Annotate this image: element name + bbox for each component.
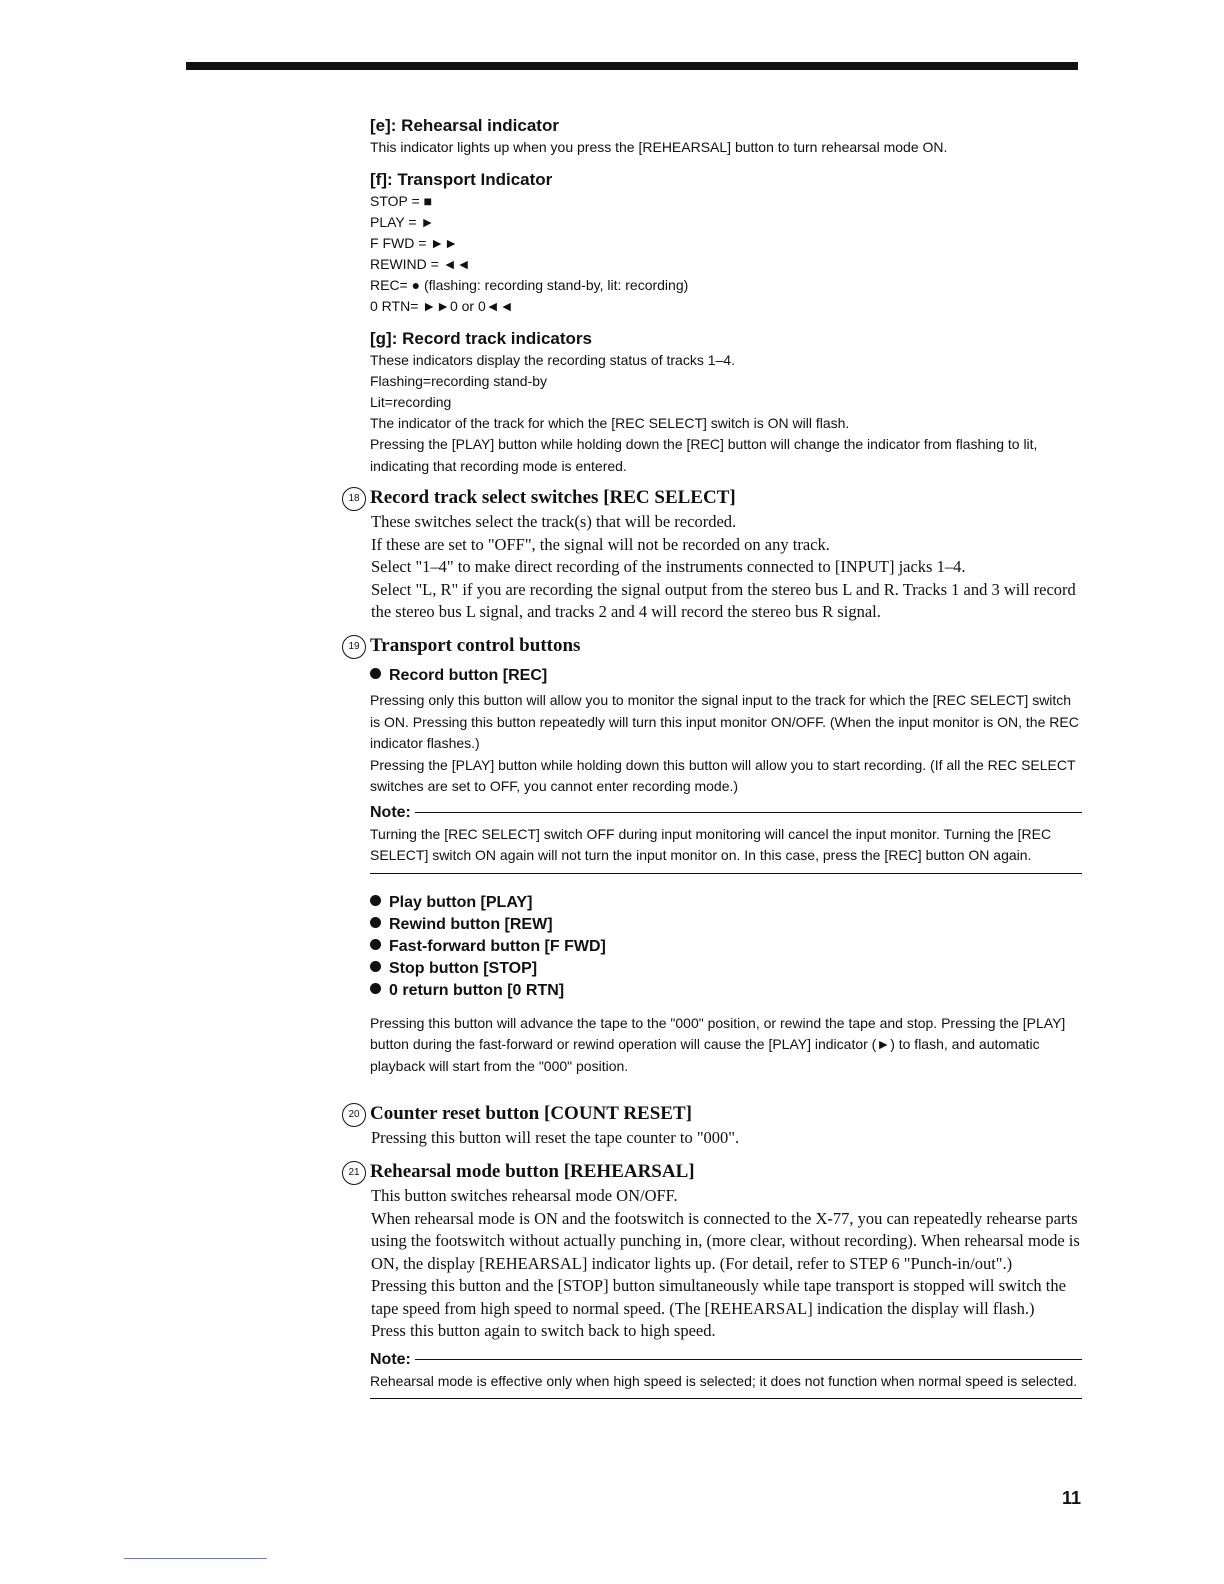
section-21-title [342, 1160, 1082, 1185]
section-18-paragraph: Select "L, R" if you are recording the signal output from the stereo bus L and R. Tracks 1 and 3 will record the stereo bus L signal, and tracks 2 and 4 will record the stereo bus R signal. [371, 579, 1076, 621]
indicator-g-heading: [g]: Record track indicators [370, 329, 592, 348]
section-number-badge: 18 [342, 487, 366, 511]
note-label: Note: [370, 803, 411, 821]
list-item [370, 914, 1082, 936]
section-20-title-text: Counter reset button [COUNT RESET] [370, 1103, 692, 1124]
section-number-badge: 19 [342, 635, 366, 659]
note-header [370, 1349, 1082, 1371]
indicator-g-line: Pressing the [PLAY] button while holding down the [REC] button will change the indicator from flashing to lit, indicating that recording mode is entered. [370, 436, 1038, 474]
section-21-paragraph: Press this button again to switch back to high speed. [371, 1321, 716, 1340]
list-item-label: 0 return button [0 RTN] [389, 981, 565, 999]
list-item [370, 958, 1082, 980]
section-20 [342, 1102, 1082, 1150]
section-21-title-text: Rehearsal mode button [REHEARSAL] [370, 1161, 695, 1182]
section-21-paragraph: This button switches rehearsal mode ON/OFF. [371, 1186, 678, 1205]
top-rule [186, 62, 1078, 70]
return-button-text: Pressing this button will advance the tape to the "000" position, or rewind the tape and stop. Pressing the [PLAY] button during the fast-forward or rewind operation will cause the [PLAY] indicator (►) to flash, and automatic playback will start from the "000" position. [370, 1014, 1066, 1074]
section-18-paragraph: Select "1–4" to make direct recording of the instruments connected to [INPUT] jacks 1–4. [371, 557, 966, 576]
indicator-e-heading: [e]: Rehearsal indicator [370, 116, 559, 135]
section-18-paragraph: These switches select the track(s) that will be recorded. [371, 512, 737, 531]
section-20-paragraph: Pressing this button will reset the tape counter to "000". [371, 1128, 740, 1147]
indicator-e-text: This indicator lights up when you press the [REHEARSAL] button to turn rehearsal mode ON. [370, 139, 948, 155]
bullet-icon [370, 983, 381, 994]
transport-stop-line: STOP = ■ [370, 193, 433, 209]
note-rule [415, 812, 1082, 813]
section-19-title-text: Transport control buttons [370, 635, 581, 656]
bullet-icon [370, 939, 381, 950]
note-label: Note: [370, 1350, 411, 1368]
note-header [370, 802, 1082, 824]
section-18-paragraph: If these are set to "OFF", the signal will not be recorded on any track. [371, 534, 830, 554]
section-18-title [342, 486, 1082, 511]
bullet-icon [370, 668, 381, 679]
list-item [370, 892, 1082, 914]
note-end-rule [370, 873, 1082, 874]
note-text: Rehearsal mode is effective only when high speed is selected; it does not function when normal speed is selected. [370, 1372, 1078, 1389]
transport-rewind-line: REWIND = ◄◄ [370, 256, 471, 272]
transport-rtn-line: 0 RTN= ►►0 or 0◄◄ [370, 298, 514, 314]
section-21-paragraph: Pressing this button and the [STOP] button simultaneously while tape transport is stopped will switch the tape speed from high speed to normal speed. (The [REHEARSAL] indication the display will flash.) [371, 1276, 1066, 1318]
record-button-heading-text: Record button [REC] [389, 667, 548, 684]
bullet-icon [370, 961, 381, 972]
list-item-label: Play button [PLAY] [389, 893, 533, 911]
indicator-e-block [370, 115, 1082, 158]
list-item-label: Stop button [STOP] [389, 959, 538, 977]
record-button-text-1: Pressing only this button will allow you to monitor the signal input to the track for which the [REC SELECT] switch is ON. Pressing this button repeatedly will turn this input monitor ON/OFF. (When the input monitor is ON, the REC indicator flashes.) [370, 692, 1079, 751]
section-number-badge: 20 [342, 1103, 366, 1127]
note-end-rule [370, 1398, 1082, 1399]
note-rule [415, 1359, 1082, 1360]
indicator-f-block [370, 169, 1082, 317]
indicator-g-block [370, 328, 1082, 477]
bullet-icon [370, 895, 381, 906]
indicator-g-line: The indicator of the track for which the [REC SELECT] switch is ON will flash. [370, 415, 850, 431]
list-item-label: Rewind button [REW] [389, 915, 553, 933]
transport-button-list [370, 892, 1082, 1002]
record-button-heading [370, 665, 1082, 687]
section-19 [342, 634, 1082, 1077]
list-item [370, 980, 1082, 1002]
footer-blue-line [124, 1558, 267, 1559]
section-21 [342, 1160, 1082, 1399]
section-number-badge: 21 [342, 1161, 366, 1185]
transport-play-line: PLAY = ► [370, 214, 435, 230]
section-18-title-text: Record track select switches [REC SELECT] [370, 487, 736, 508]
list-item-label: Fast-forward button [F FWD] [389, 937, 606, 955]
indicator-g-line: Lit=recording [370, 394, 452, 410]
note-text: Turning the [REC SELECT] switch OFF during input monitoring will cancel the input monitor. Turning the [REC SELECT] switch ON again will not turn the input monitor on. In this case, press the [REC] button ON again. [370, 825, 1052, 863]
list-item [370, 936, 1082, 958]
indicator-f-heading: [f]: Transport Indicator [370, 170, 553, 189]
page-number: 11 [1062, 1488, 1082, 1508]
indicator-g-line: Flashing=recording stand-by [370, 373, 548, 389]
bullet-icon [370, 917, 381, 928]
section-19-title [342, 634, 1082, 659]
transport-rec-line: REC= ● (flashing: recording stand-by, lit: recording) [370, 277, 689, 293]
indicator-g-line: These indicators display the recording status of tracks 1–4. [370, 352, 735, 368]
section-21-paragraph: When rehearsal mode is ON and the footswitch is connected to the X-77, you can repeatedly rehearse parts using the footswitch without actually punching in, (more clear, without recording). When rehearsal mode is ON, the display [REHEARSAL] indicator lights up. (For detail, refer to STEP 6 "Punch-in/out".) [371, 1208, 1080, 1273]
record-button-text-2: Pressing the [PLAY] button while holding down this button will allow you to start recording. (If all the REC SELECT switches are set to OFF, you cannot enter recording mode.) [370, 756, 1076, 794]
section-18 [342, 486, 1082, 624]
transport-ffwd-line: F FWD = ►► [370, 235, 458, 251]
section-20-title [342, 1102, 1082, 1127]
